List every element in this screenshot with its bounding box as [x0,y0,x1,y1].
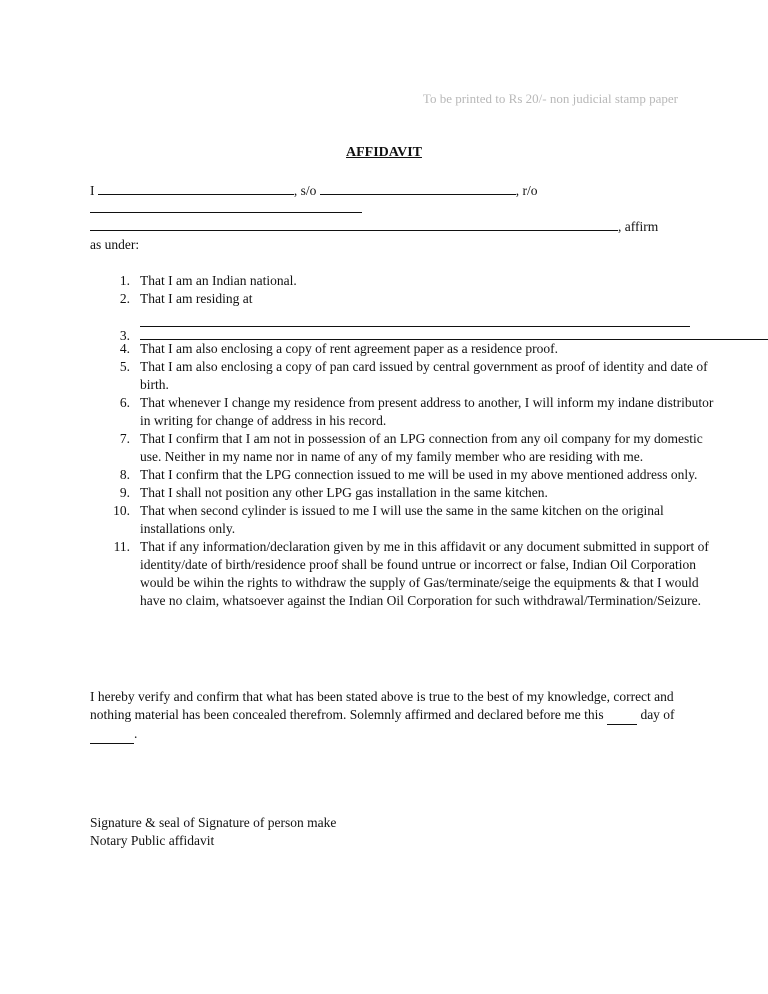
address-line-1 [90,200,768,218]
item-number: 5. [119,359,130,374]
document-title: AFFIDAVIT [346,145,422,160]
name-line [90,182,768,200]
item-text: That I shall not position any other LPG gas installation in the same kitchen. [140,485,548,500]
list-item [90,484,768,502]
declaration-list [90,272,768,610]
affirm-label: , affirm [618,219,659,234]
father-name-blank [320,182,516,195]
item-number: 11. [113,539,130,554]
signature-line-2: Notary Public affidavit [90,833,215,848]
item-text: That I confirm that the LPG connection issued to me will be used in my above mentioned address only. [140,467,698,482]
signature-block [90,814,336,850]
address-blank-1 [90,200,362,213]
item-number: 7. [119,431,130,446]
name-blank [98,182,294,195]
address-line-2 [90,218,768,236]
month-blank [90,725,134,744]
item-number: 3. [119,328,130,343]
residence-address-blank [140,311,690,327]
item-text: That when second cylinder is issued to me I will use the same in the same kitchen on the original installations only. [140,503,664,536]
day-of-label: day of [640,707,675,722]
as-under-label: as under: [90,237,140,252]
signature-line-1: Signature & seal of Signature of person make [90,815,337,830]
ro-label: , r/o [515,183,538,198]
item-text: That I am residing at [140,291,253,306]
list-item [90,538,768,610]
item-3-blank [140,327,768,340]
verification-text: I hereby verify and confirm that what has been stated above is true to the best of my knowledge, correct and nothing material has been concealed therefrom. Solemnly affirmed and declared before me this [90,689,674,722]
item-text: That I confirm that I am not in possession of an LPG connection from any oil company for my domestic use. Neither in my name nor in name of any of my family member who are residing with me. [140,431,703,464]
so-label: , s/o [293,183,317,198]
list-item [90,430,768,466]
list-item [90,358,768,394]
item-text: That I am also enclosing a copy of rent agreement paper as a residence proof. [140,341,558,356]
list-item [90,340,768,358]
address-blank-2 [90,218,618,231]
list-item [90,327,768,343]
list-item [90,394,768,430]
item-number: 4. [119,341,130,356]
list-item [90,290,768,327]
item-number: 8. [119,467,130,482]
item-number: 10. [113,503,130,518]
verification-period: . [134,726,138,741]
item-number: 1. [119,273,130,288]
declarant-details [90,182,768,254]
item-number: 2. [119,291,130,306]
day-blank [607,706,637,725]
item-text: That I am an Indian national. [140,273,297,288]
item-number: 9. [119,485,130,500]
item-text: That whenever I change my residence from present address to another, I will inform my indane distributor in writing for change of address in his record. [140,395,714,428]
stamp-paper-note: To be printed to Rs 20/- non judicial stamp paper [422,91,678,106]
verification-paragraph [90,688,690,744]
list-item [90,466,768,484]
i-label: I [90,183,95,198]
list-item [90,272,768,290]
item-text: That if any information/declaration given by me in this affidavit or any document submitted in support of identity/date of birth/residence proof shall be found untrue or incorrect or false, Indian Oil Corporation would be wihin the rights to withdraw the supply of Gas/terminate/seige the equipments & that I would have no claim, whatsoever against the Indian Oil Corporation for such withdrawal/Termination/Seizure. [140,539,709,608]
item-number: 6. [119,395,130,410]
item-text: That I am also enclosing a copy of pan card issued by central government as proof of identity and date of birth. [140,359,708,392]
list-item [90,502,768,538]
